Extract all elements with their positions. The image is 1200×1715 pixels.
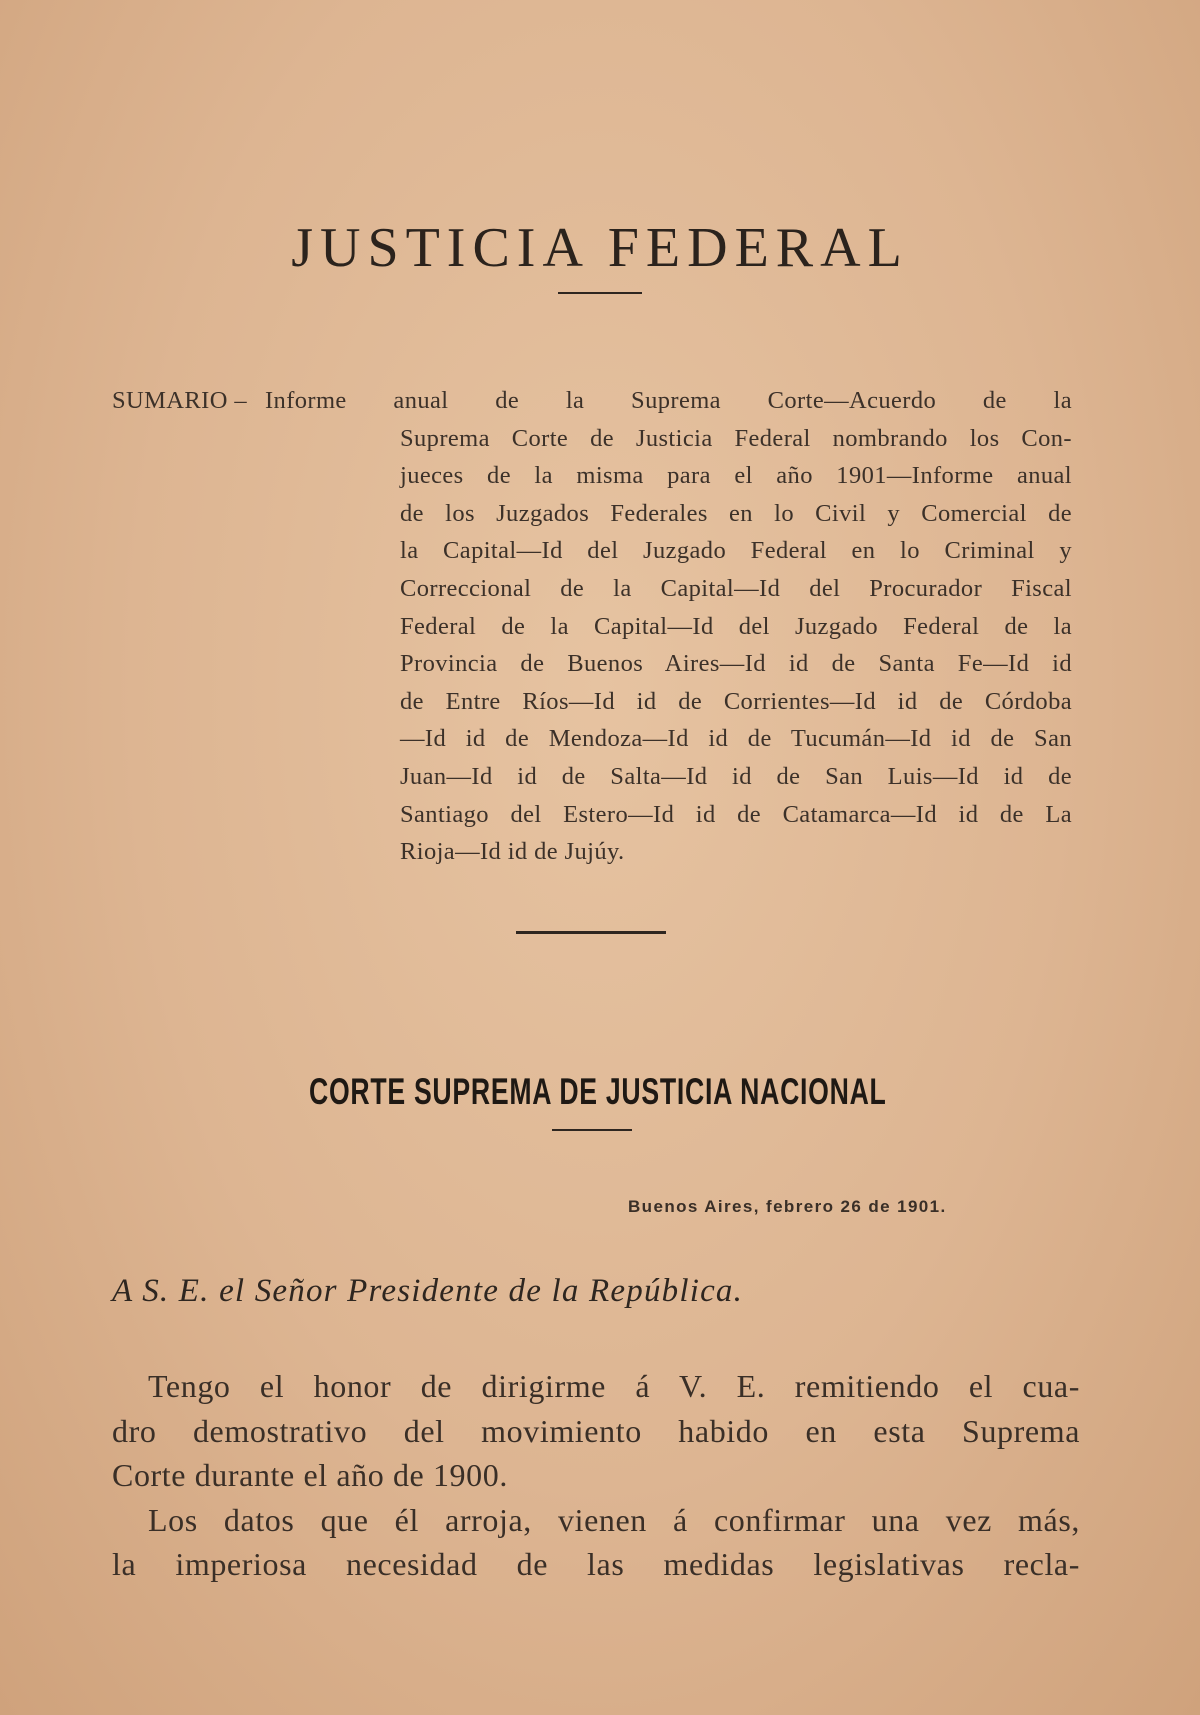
- letter-line: la imperiosa necesidad de las medidas legislativas recla-: [112, 1546, 1080, 1582]
- summary-line: Correccional de la Capital—Id del Procurador Fiscal: [400, 574, 1072, 602]
- summary-line: de Entre Ríos—Id id de Corrientes—Id id de Córdoba: [400, 687, 1072, 715]
- salutation: A S. E. el Señor Presidente de la República.: [112, 1273, 744, 1309]
- title-divider: [558, 292, 642, 294]
- summary-line: Rioja—Id id de Jujúy.: [400, 838, 625, 866]
- heading-divider: [552, 1129, 632, 1131]
- summary-line: Provincia de Buenos Aires—Id id de Santa Fe—Id id: [400, 650, 1072, 678]
- summary-line: de los Juzgados Federales en lo Civil y Comercial de: [400, 499, 1072, 527]
- section-divider: [516, 931, 666, 934]
- letter-line: Corte durante el año de 1900.: [112, 1457, 508, 1493]
- page-title: JUSTICIA FEDERAL: [291, 216, 909, 279]
- dateline: Buenos Aires, febrero 26 de 1901.: [628, 1197, 947, 1216]
- summary-text: [265, 382, 1072, 871]
- summary-line: Santiago del Estero—Id id de Catamarca—Id id de La: [400, 800, 1072, 828]
- letter-line: Los datos que él arroja, vienen á confirmar una vez más,: [148, 1501, 1080, 1538]
- section-heading: CORTE SUPREMA DE JUSTICIA NACIONAL: [308, 1070, 887, 1112]
- letter-body: [112, 1364, 1080, 1587]
- summary-line: Federal de la Capital—Id del Juzgado Federal de la: [400, 612, 1072, 640]
- summary-line: Juan—Id id de Salta—Id id de San Luis—Id id de: [400, 762, 1072, 790]
- summary-line: Informe anual de la Suprema Corte—Acuerdo de la: [265, 387, 1072, 414]
- summary-line: jueces de la misma para el año 1901—Informe anual: [400, 462, 1072, 490]
- letter-line: dro demostrativo del movimiento habido en esta Suprema: [112, 1412, 1080, 1449]
- summary-line: la Capital—Id del Juzgado Federal en lo Criminal y: [400, 537, 1072, 565]
- summary-label: SUMARIO –: [112, 387, 247, 414]
- summary-line: Suprema Corte de Justicia Federal nombrando los Con-: [400, 424, 1072, 452]
- summary-line: —Id id de Mendoza—Id id de Tucumán—Id id de San: [400, 725, 1072, 753]
- letter-line: Tengo el honor de dirigirme á V. E. remitiendo el cua-: [148, 1368, 1080, 1404]
